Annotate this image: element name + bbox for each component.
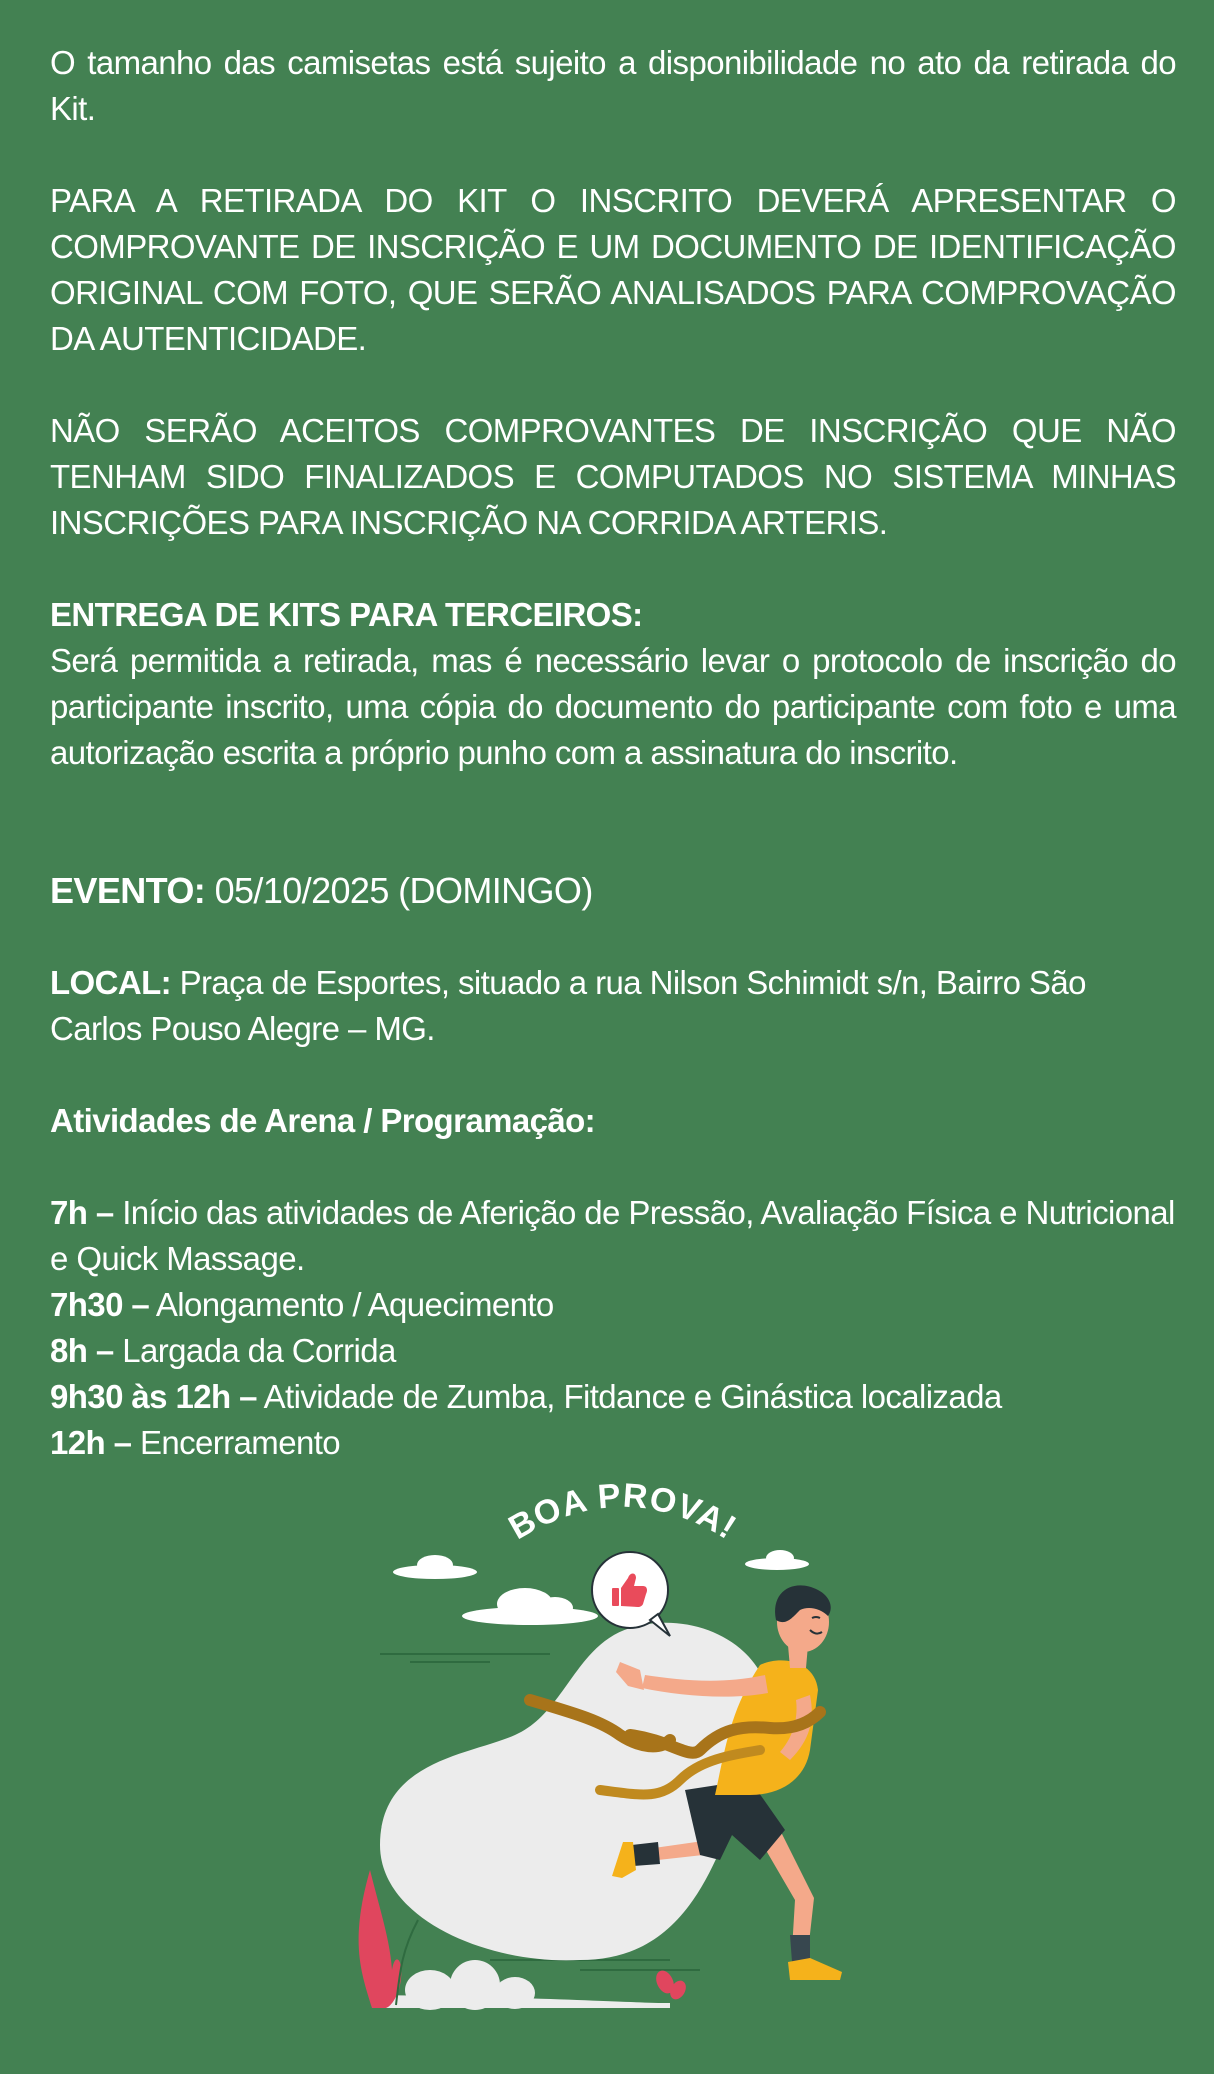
event-date: 05/10/2025 (DOMINGO) (205, 870, 593, 911)
kit-pickup-requirements: PARA A RETIRADA DO KIT O INSCRITO DEVERÁ APRESENTAR O COMPROVANTE DE INSCRIÇÃO E UM DOCUMENTO DE IDENTIFICAÇÃO ORIGINAL COM FOTO, QUE SERÃO ANALISADOS PARA COMPROVAÇÃO DA AUTENTICIDADE. (50, 182, 1176, 357)
event-info (50, 40, 1176, 1466)
schedule-time: 7h – (50, 1194, 114, 1231)
event-date-line (50, 868, 1176, 914)
schedule-item (50, 1190, 1176, 1282)
ground-clouds (380, 1960, 670, 2010)
schedule-text: Alongamento / Aquecimento (149, 1286, 554, 1323)
schedule-text: Início das atividades de Aferição de Pressão, Avaliação Física e Nutricional e Quick Massage. (50, 1194, 1175, 1277)
local-line (50, 960, 1176, 1052)
schedule-list (50, 1190, 1176, 1466)
schedule-time: 8h – (50, 1332, 114, 1369)
schedule-time: 7h30 – (50, 1286, 150, 1323)
local-address: Praça de Esportes, situado a rua Nilson Schimidt s/n, Bairro São Carlos Pouso Alegre – MG. (50, 964, 1086, 1047)
shirt-size-note: O tamanho das camisetas está sujeito a disponibilidade no ato da retirada do Kit. (50, 44, 1176, 127)
plant-icon (359, 1870, 402, 2008)
speech-bubble (592, 1552, 670, 1636)
schedule-item (50, 1282, 1176, 1328)
schedule-heading: Atividades de Arena / Programação: (50, 1102, 596, 1139)
local-label: LOCAL: (50, 964, 172, 1001)
event-label: EVENTO: (50, 870, 206, 911)
boa-prova-caption: BOA PROVA! (502, 1476, 744, 1548)
third-party-text: Será permitida a retirada, mas é necessário levar o protocolo de inscrição do participante inscrito, uma cópia do documento do participante com foto e uma autorização escrita a próprio punho com a assinatura do inscrito. (50, 642, 1176, 771)
third-party-heading: ENTREGA DE KITS PARA TERCEIROS: (50, 596, 643, 633)
schedule-text: Largada da Corrida (113, 1332, 396, 1369)
receipts-not-accepted-note: NÃO SERÃO ACEITOS COMPROVANTES DE INSCRIÇÃO QUE NÃO TENHAM SIDO FINALIZADOS E COMPUTADOS NO SISTEMA MINHAS INSCRIÇÕES PARA INSCRIÇÃO NA CORRIDA ARTERIS. (50, 412, 1176, 541)
flower-icon (653, 1968, 689, 2002)
schedule-text: Atividade de Zumba, Fitdance e Ginástica localizada (256, 1378, 1002, 1415)
schedule-item (50, 1374, 1176, 1420)
schedule-time: 12h – (50, 1424, 132, 1461)
schedule-time: 9h30 às 12h – (50, 1378, 257, 1415)
runner-illustration (340, 1450, 980, 2010)
schedule-text: Encerramento (131, 1424, 341, 1461)
schedule-item (50, 1328, 1176, 1374)
